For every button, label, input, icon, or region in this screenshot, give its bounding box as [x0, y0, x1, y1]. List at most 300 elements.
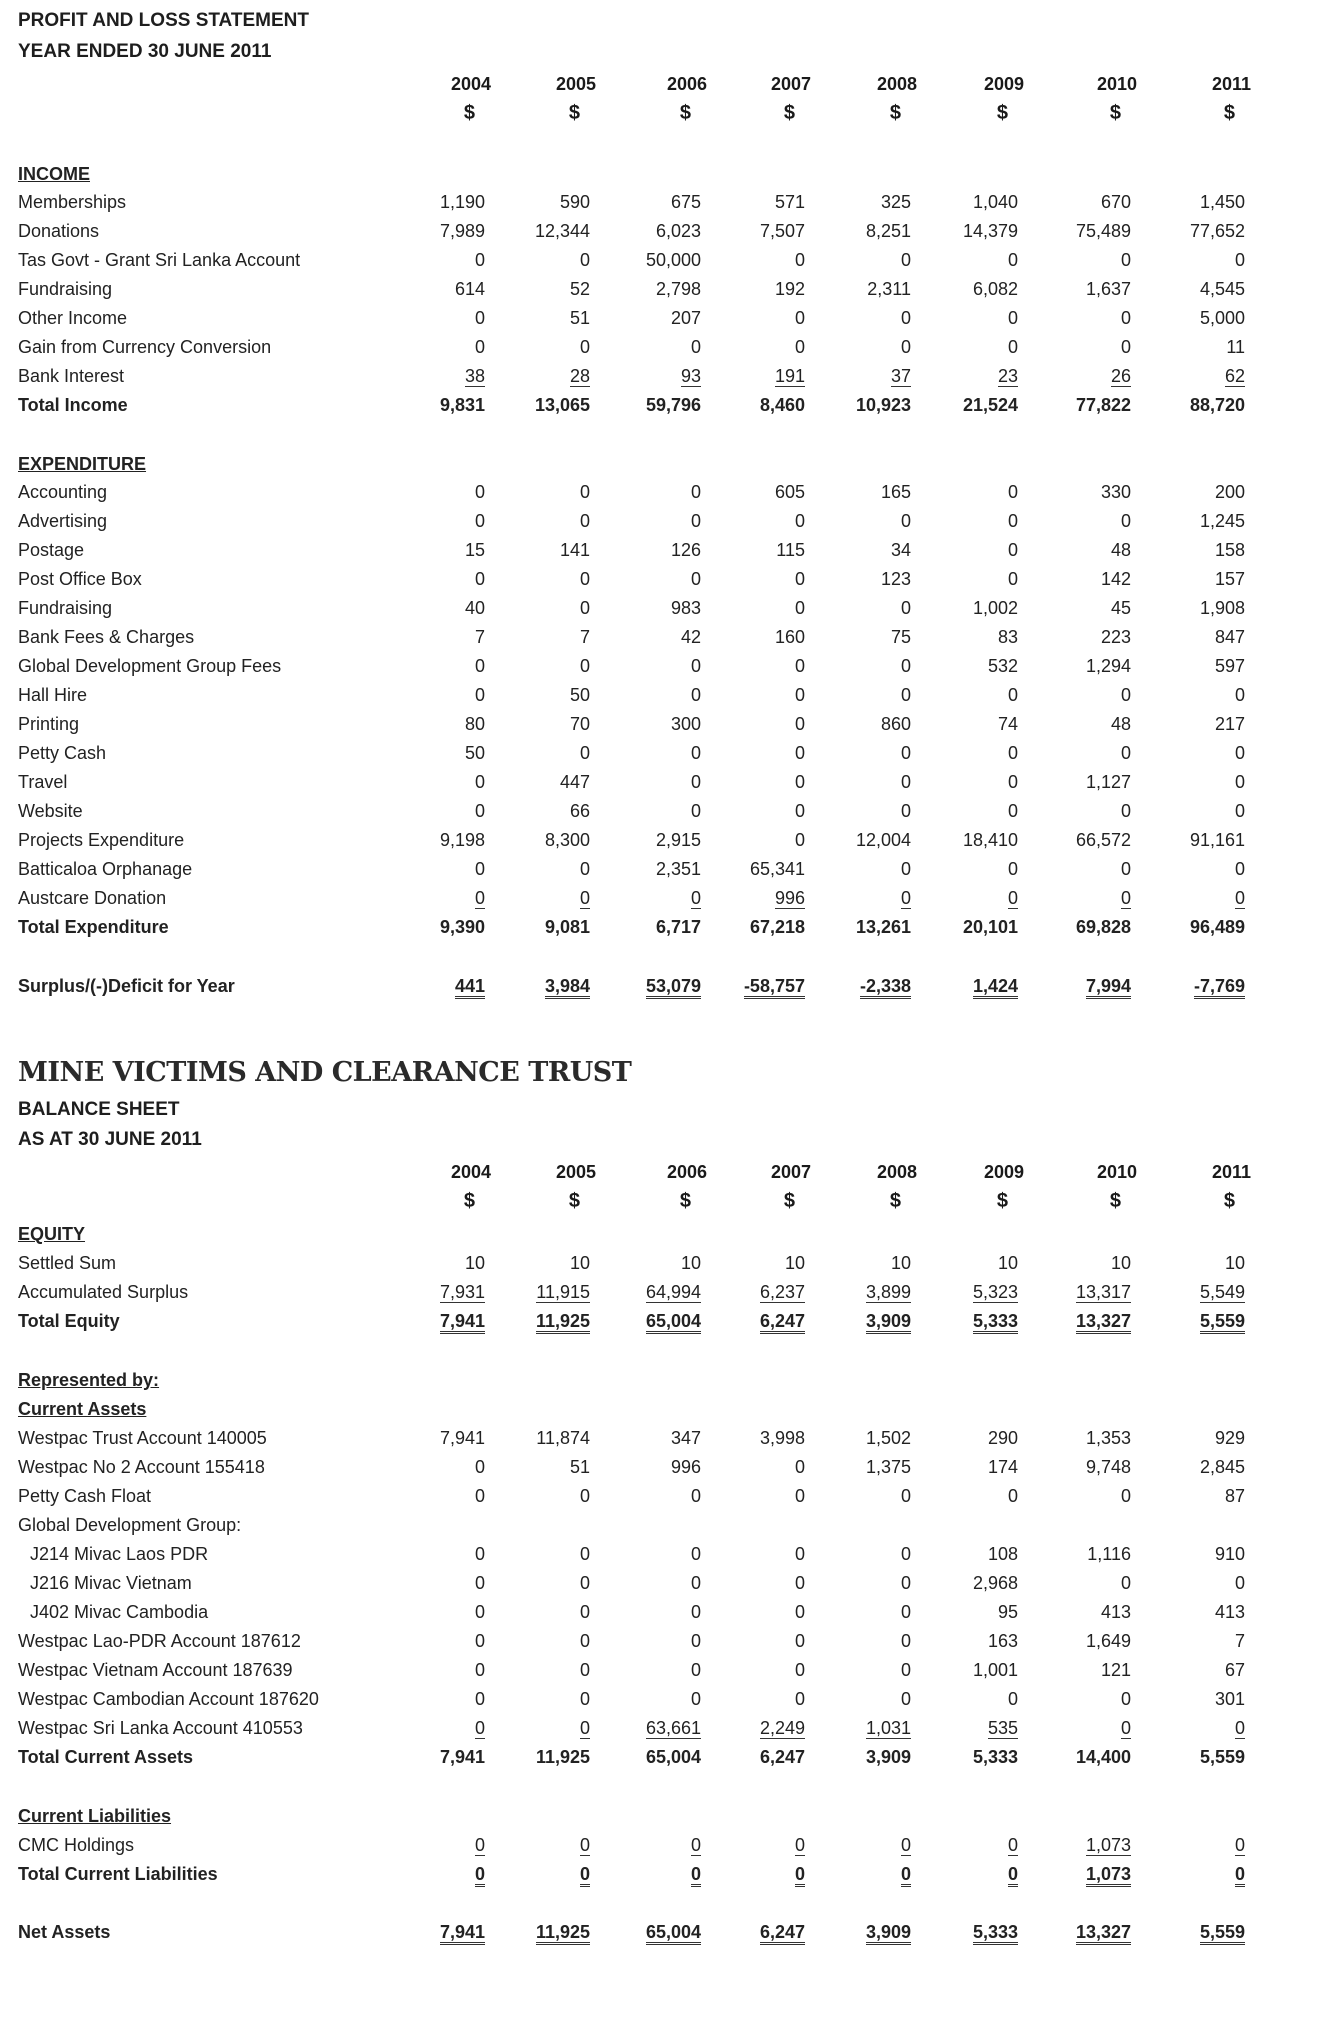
expenditure-row — [0, 681, 1344, 710]
row-value: 0 — [1007, 1486, 1018, 1506]
row-value: 0 — [1007, 250, 1018, 270]
row-value: 0 — [794, 830, 805, 850]
row-value: 28 — [569, 366, 590, 386]
row-value: 0 — [1135, 1860, 1245, 1889]
row-value: 0 — [1120, 685, 1131, 705]
total-income-row — [0, 391, 1344, 420]
row-value: 192 — [774, 279, 805, 299]
row-value: 0 — [900, 859, 911, 879]
currency-symbol: $ — [1223, 102, 1235, 124]
row-value: 51 — [569, 308, 590, 328]
row-value — [480, 1511, 590, 1540]
row-value: 20,101 — [962, 917, 1018, 937]
row-value: 860 — [880, 714, 911, 734]
row-value: 67,218 — [749, 917, 805, 937]
year-column-header: 2009 — [983, 74, 1024, 94]
currency-symbol: $ — [996, 102, 1008, 124]
row-value: 597 — [1214, 656, 1245, 676]
total-current-assets-row — [0, 1743, 1344, 1772]
row-value: 1,502 — [865, 1428, 911, 1448]
row-value: 0 — [900, 743, 911, 763]
row-value: 0 — [579, 656, 590, 676]
row-value: 12,004 — [855, 830, 911, 850]
row-value: 53,079 — [591, 972, 701, 1001]
row-value: 0 — [794, 1631, 805, 1651]
row-value: 0 — [1120, 1486, 1131, 1506]
row-value: 0 — [900, 772, 911, 792]
expenditure-row — [0, 826, 1344, 855]
row-value: 11,925 — [535, 1747, 590, 1767]
row-value: 0 — [1007, 511, 1018, 531]
current-liabilities-heading: Current Liabilities — [18, 1806, 172, 1826]
row-label: Website — [18, 801, 83, 821]
row-value: 10 — [569, 1253, 590, 1273]
row-value: 10,923 — [855, 395, 911, 415]
row-value: 207 — [670, 308, 701, 328]
income-row — [0, 304, 1344, 333]
row-value: 3,984 — [480, 972, 590, 1001]
row-label: Surplus/(-)Deficit for Year — [18, 976, 235, 996]
year-column-header: 2008 — [876, 74, 917, 94]
row-value: 1,031 — [865, 1718, 911, 1738]
row-value: 0 — [579, 859, 590, 879]
row-value: 0 — [900, 1660, 911, 1680]
row-label: J216 Mivac Vietnam — [30, 1573, 192, 1593]
row-value: 52 — [569, 279, 590, 299]
row-value: 69,828 — [1075, 917, 1131, 937]
row-value — [801, 1511, 911, 1540]
income-row — [0, 246, 1344, 275]
row-value: 10 — [890, 1253, 911, 1273]
row-value: 3,998 — [759, 1428, 805, 1448]
row-value: 200 — [1214, 482, 1245, 502]
row-value: 0 — [900, 1631, 911, 1651]
row-value: 0 — [695, 1860, 805, 1889]
row-value: 93 — [680, 366, 701, 386]
row-value: 0 — [690, 1660, 701, 1680]
row-label: Advertising — [18, 511, 108, 531]
row-value: 0 — [474, 1660, 485, 1680]
row-value: 13,065 — [534, 395, 590, 415]
row-value: 1,450 — [1199, 192, 1245, 212]
row-value: 0 — [900, 511, 911, 531]
expenditure-row — [0, 594, 1344, 623]
row-value: 605 — [774, 482, 805, 502]
row-value: 11,925 — [480, 1307, 590, 1336]
row-label: Global Development Group: — [18, 1515, 242, 1535]
row-label: Postage — [18, 540, 85, 560]
asset-row — [0, 1685, 1344, 1714]
expenditure-row — [0, 623, 1344, 652]
row-value: 929 — [1214, 1428, 1245, 1448]
row-value: 0 — [474, 1457, 485, 1477]
year-column-header: 2008 — [876, 1162, 917, 1182]
asset-row — [0, 1627, 1344, 1656]
row-value: 13,317 — [1075, 1282, 1131, 1302]
row-value: 126 — [670, 540, 701, 560]
row-value: 1,649 — [1085, 1631, 1131, 1651]
row-value: 0 — [579, 511, 590, 531]
row-value: 0 — [474, 482, 485, 502]
currency-symbol: $ — [679, 1190, 691, 1212]
row-value — [591, 1511, 701, 1540]
row-value: 441 — [375, 972, 485, 1001]
row-value: 0 — [474, 1602, 485, 1622]
row-value: 191 — [774, 366, 805, 386]
row-value: 0 — [579, 1602, 590, 1622]
row-value: 5,333 — [972, 1747, 1018, 1767]
row-value: 65,004 — [591, 1307, 701, 1336]
row-value: 7,994 — [1021, 972, 1131, 1001]
row-value: 0 — [474, 656, 485, 676]
row-value: 40 — [464, 598, 485, 618]
row-value: 66,572 — [1075, 830, 1131, 850]
row-value: 0 — [1120, 250, 1131, 270]
row-value: 158 — [1214, 540, 1245, 560]
row-value: -2,338 — [801, 972, 911, 1001]
row-value: 5,559 — [1199, 1747, 1245, 1767]
row-value — [375, 1511, 485, 1540]
row-value: 571 — [774, 192, 805, 212]
row-label: Hall Hire — [18, 685, 88, 705]
row-value: 0 — [1234, 801, 1245, 821]
row-value: 95 — [997, 1602, 1018, 1622]
row-label: Fundraising — [18, 598, 113, 618]
row-value: 10 — [997, 1253, 1018, 1273]
row-value: 413 — [1214, 1602, 1245, 1622]
row-value: 0 — [1234, 1573, 1245, 1593]
row-value: 87 — [1224, 1486, 1245, 1506]
currency-symbol: $ — [1109, 1190, 1121, 1212]
row-label: Post Office Box — [18, 569, 142, 589]
row-label: Total Equity — [18, 1311, 120, 1331]
expenditure-row — [0, 710, 1344, 739]
row-value: 21,524 — [962, 395, 1018, 415]
row-value: 23 — [997, 366, 1018, 386]
row-value: 0 — [579, 1718, 590, 1738]
row-value: 115 — [776, 540, 805, 560]
row-value: 0 — [1120, 1718, 1131, 1738]
row-value: 847 — [1214, 627, 1245, 647]
bs-subtitle: AS AT 30 JUNE 2011 — [18, 1129, 202, 1150]
row-value: 0 — [690, 743, 701, 763]
row-value: 0 — [690, 685, 701, 705]
row-value: 5,333 — [908, 1918, 1018, 1947]
row-value: 2,968 — [972, 1573, 1018, 1593]
row-value: 0 — [690, 1486, 701, 1506]
row-label: Accumulated Surplus — [18, 1282, 189, 1302]
row-value: 5,000 — [1199, 308, 1245, 328]
row-value: 77,822 — [1075, 395, 1131, 415]
row-value: 0 — [1007, 540, 1018, 560]
pl-subtitle: YEAR ENDED 30 JUNE 2011 — [18, 41, 272, 62]
row-value: 0 — [474, 337, 485, 357]
row-value: 65,341 — [749, 859, 805, 879]
row-value: 15 — [464, 540, 485, 560]
row-value: 4,545 — [1199, 279, 1245, 299]
row-value: 96,489 — [1189, 917, 1245, 937]
row-value: 83 — [997, 627, 1018, 647]
row-value: 77,652 — [1189, 221, 1245, 241]
row-value: 0 — [1120, 888, 1131, 908]
row-value: 0 — [900, 598, 911, 618]
row-value: 0 — [794, 598, 805, 618]
row-value: 0 — [794, 656, 805, 676]
expenditure-row — [0, 884, 1344, 913]
row-value: 0 — [794, 250, 805, 270]
row-value: 2,351 — [655, 859, 701, 879]
expenditure-row — [0, 507, 1344, 536]
year-column-header: 2009 — [983, 1162, 1024, 1182]
row-value: 8,460 — [759, 395, 805, 415]
year-column-header: 2004 — [450, 74, 491, 94]
row-value: 26 — [1110, 366, 1131, 386]
row-value: 0 — [690, 1573, 701, 1593]
row-value: 0 — [474, 685, 485, 705]
total-current-liabilities-row — [0, 1860, 1344, 1889]
row-value: 0 — [1120, 337, 1131, 357]
currency-symbol: $ — [463, 1190, 475, 1212]
row-value: 0 — [1234, 743, 1245, 763]
row-value: 0 — [690, 1544, 701, 1564]
row-value: 0 — [579, 888, 590, 908]
row-value: 532 — [987, 656, 1018, 676]
row-label: J402 Mivac Cambodia — [30, 1602, 209, 1622]
row-value: 121 — [1100, 1660, 1131, 1680]
row-value: 9,390 — [439, 917, 485, 937]
row-value: 34 — [890, 540, 911, 560]
row-value — [1135, 1511, 1245, 1540]
asset-row — [0, 1453, 1344, 1482]
row-label: Westpac Trust Account 140005 — [18, 1428, 267, 1448]
row-value: -58,757 — [695, 972, 805, 1001]
row-label: Memberships — [18, 192, 127, 212]
row-label: Settled Sum — [18, 1253, 117, 1273]
row-value: 80 — [464, 714, 485, 734]
row-value: 6,023 — [655, 221, 701, 241]
row-value: 65,004 — [591, 1918, 701, 1947]
row-label: Westpac Lao-PDR Account 187612 — [18, 1631, 301, 1651]
row-value: 1,073 — [1085, 1835, 1131, 1855]
row-label: Petty Cash — [18, 743, 107, 763]
row-value: 18,410 — [962, 830, 1018, 850]
income-row — [0, 362, 1344, 391]
row-value: 0 — [474, 1835, 485, 1855]
row-value: 0 — [900, 1602, 911, 1622]
row-value: 0 — [1120, 308, 1131, 328]
row-label: CMC Holdings — [18, 1835, 135, 1855]
row-value: 48 — [1110, 714, 1131, 734]
row-value: 1,637 — [1085, 279, 1131, 299]
row-value: 0 — [1234, 1835, 1245, 1855]
row-value: 10 — [464, 1253, 485, 1273]
row-value: 14,379 — [962, 221, 1018, 241]
row-value: 1,353 — [1085, 1428, 1131, 1448]
row-value: 0 — [794, 1660, 805, 1680]
row-value: 2,845 — [1199, 1457, 1245, 1477]
expenditure-row — [0, 478, 1344, 507]
asset-row — [0, 1656, 1344, 1685]
row-value: 217 — [1214, 714, 1245, 734]
row-label: Total Current Liabilities — [18, 1864, 218, 1884]
row-value: 0 — [474, 859, 485, 879]
row-value: 0 — [900, 685, 911, 705]
net-assets-row — [0, 1918, 1344, 1947]
row-value: 7 — [474, 627, 485, 647]
accumulated-surplus-row — [0, 1278, 1344, 1307]
row-value: 0 — [474, 1631, 485, 1651]
row-value: 0 — [474, 801, 485, 821]
expenditure-row — [0, 536, 1344, 565]
row-value: 63,661 — [645, 1718, 701, 1738]
total-equity-row — [0, 1307, 1344, 1336]
row-value: 2,915 — [655, 830, 701, 850]
row-value: 0 — [801, 1860, 911, 1889]
row-value: 0 — [908, 1860, 1018, 1889]
income-row — [0, 188, 1344, 217]
row-value: 0 — [690, 482, 701, 502]
row-value: 11,925 — [480, 1918, 590, 1947]
row-value: 0 — [794, 1602, 805, 1622]
row-value: 325 — [880, 192, 911, 212]
row-value: 9,831 — [439, 395, 485, 415]
row-value: 1,245 — [1199, 511, 1245, 531]
row-value: 0 — [900, 1544, 911, 1564]
row-value: 0 — [474, 308, 485, 328]
row-value: 74 — [997, 714, 1018, 734]
row-value: 0 — [1007, 1835, 1018, 1855]
row-value: 38 — [464, 366, 485, 386]
row-value: 8,300 — [544, 830, 590, 850]
expenditure-row — [0, 855, 1344, 884]
row-value: 0 — [794, 511, 805, 531]
row-value: 0 — [1007, 569, 1018, 589]
row-value: 0 — [474, 1544, 485, 1564]
row-value: 13,327 — [1021, 1307, 1131, 1336]
row-value: 75 — [890, 627, 911, 647]
row-value: 0 — [900, 250, 911, 270]
row-value: 11,874 — [536, 1428, 590, 1448]
row-value: 0 — [474, 1573, 485, 1593]
row-value: 0 — [1120, 511, 1131, 531]
row-value: 0 — [375, 1860, 485, 1889]
row-value: 0 — [690, 511, 701, 531]
row-value: 0 — [900, 337, 911, 357]
row-value: 7,989 — [439, 221, 485, 241]
row-value: 65,004 — [645, 1747, 701, 1767]
row-value: 0 — [794, 714, 805, 734]
row-value: 42 — [680, 627, 701, 647]
row-value: 0 — [690, 888, 701, 908]
row-value: 7,507 — [759, 221, 805, 241]
row-value: 0 — [690, 801, 701, 821]
expenditure-row — [0, 739, 1344, 768]
row-label: Bank Interest — [18, 366, 125, 386]
expenditure-heading: EXPENDITURE — [18, 454, 147, 474]
row-value: 7,931 — [439, 1282, 485, 1302]
row-value: 0 — [1007, 337, 1018, 357]
row-value: 0 — [900, 308, 911, 328]
total-expenditure-row — [0, 913, 1344, 942]
row-value: 0 — [794, 1457, 805, 1477]
currency-symbol: $ — [996, 1190, 1008, 1212]
row-value: 0 — [690, 656, 701, 676]
row-value: 0 — [1007, 308, 1018, 328]
row-value: 0 — [480, 1860, 590, 1889]
currency-symbol: $ — [679, 102, 691, 124]
year-column-header: 2006 — [666, 1162, 707, 1182]
row-value — [695, 1511, 805, 1540]
row-value: 142 — [1100, 569, 1131, 589]
row-value: 50 — [569, 685, 590, 705]
row-value: 0 — [579, 1544, 590, 1564]
expenditure-row — [0, 652, 1344, 681]
row-value: 0 — [690, 1689, 701, 1709]
row-value: 11,915 — [536, 1282, 590, 1302]
row-value: 0 — [1007, 772, 1018, 792]
row-value: 9,198 — [439, 830, 485, 850]
row-label: Westpac No 2 Account 155418 — [18, 1457, 265, 1477]
row-value: 7,941 — [375, 1307, 485, 1336]
row-value — [1021, 1511, 1131, 1540]
row-value: 0 — [579, 1631, 590, 1651]
row-value: 0 — [1234, 772, 1245, 792]
row-value: 0 — [579, 1486, 590, 1506]
row-value: 0 — [690, 337, 701, 357]
row-value: 614 — [454, 279, 485, 299]
row-value: 983 — [670, 598, 701, 618]
row-value: 1,375 — [865, 1457, 911, 1477]
row-value: 6,082 — [972, 279, 1018, 299]
row-value: 0 — [1234, 859, 1245, 879]
row-value: 0 — [1234, 250, 1245, 270]
row-value: 0 — [591, 1860, 701, 1889]
row-value: 0 — [1234, 685, 1245, 705]
row-value: 62 — [1224, 366, 1245, 386]
row-value: 160 — [774, 627, 805, 647]
row-value: 590 — [559, 192, 590, 212]
row-value: 447 — [559, 772, 590, 792]
row-value: 2,311 — [867, 279, 911, 299]
row-value: 0 — [579, 1660, 590, 1680]
row-label: Travel — [18, 772, 68, 792]
currency-symbol: $ — [783, 1190, 795, 1212]
row-value: 330 — [1100, 482, 1131, 502]
row-label: Other Income — [18, 308, 128, 328]
row-value: 67 — [1224, 1660, 1245, 1680]
row-value: 0 — [690, 1631, 701, 1651]
row-value: 413 — [1100, 1602, 1131, 1622]
year-column-header: 2007 — [770, 74, 811, 94]
row-value: 0 — [579, 569, 590, 589]
cmc-holdings-row — [0, 1831, 1344, 1860]
row-value: 59,796 — [645, 395, 701, 415]
row-value: 0 — [1234, 888, 1245, 908]
row-value: 163 — [987, 1631, 1018, 1651]
row-value: 1,127 — [1085, 772, 1131, 792]
row-value: 347 — [670, 1428, 701, 1448]
row-value: 0 — [1007, 888, 1018, 908]
expenditure-heading-row — [0, 450, 1344, 479]
row-value: 0 — [474, 250, 485, 270]
row-value: 6,247 — [695, 1918, 805, 1947]
row-label: Westpac Vietnam Account 187639 — [18, 1660, 293, 1680]
row-label: Bank Fees & Charges — [18, 627, 195, 647]
row-value: 7 — [1234, 1631, 1245, 1651]
row-value: 1,294 — [1085, 656, 1131, 676]
row-value: 0 — [690, 569, 701, 589]
currency-symbol: $ — [568, 1190, 580, 1212]
